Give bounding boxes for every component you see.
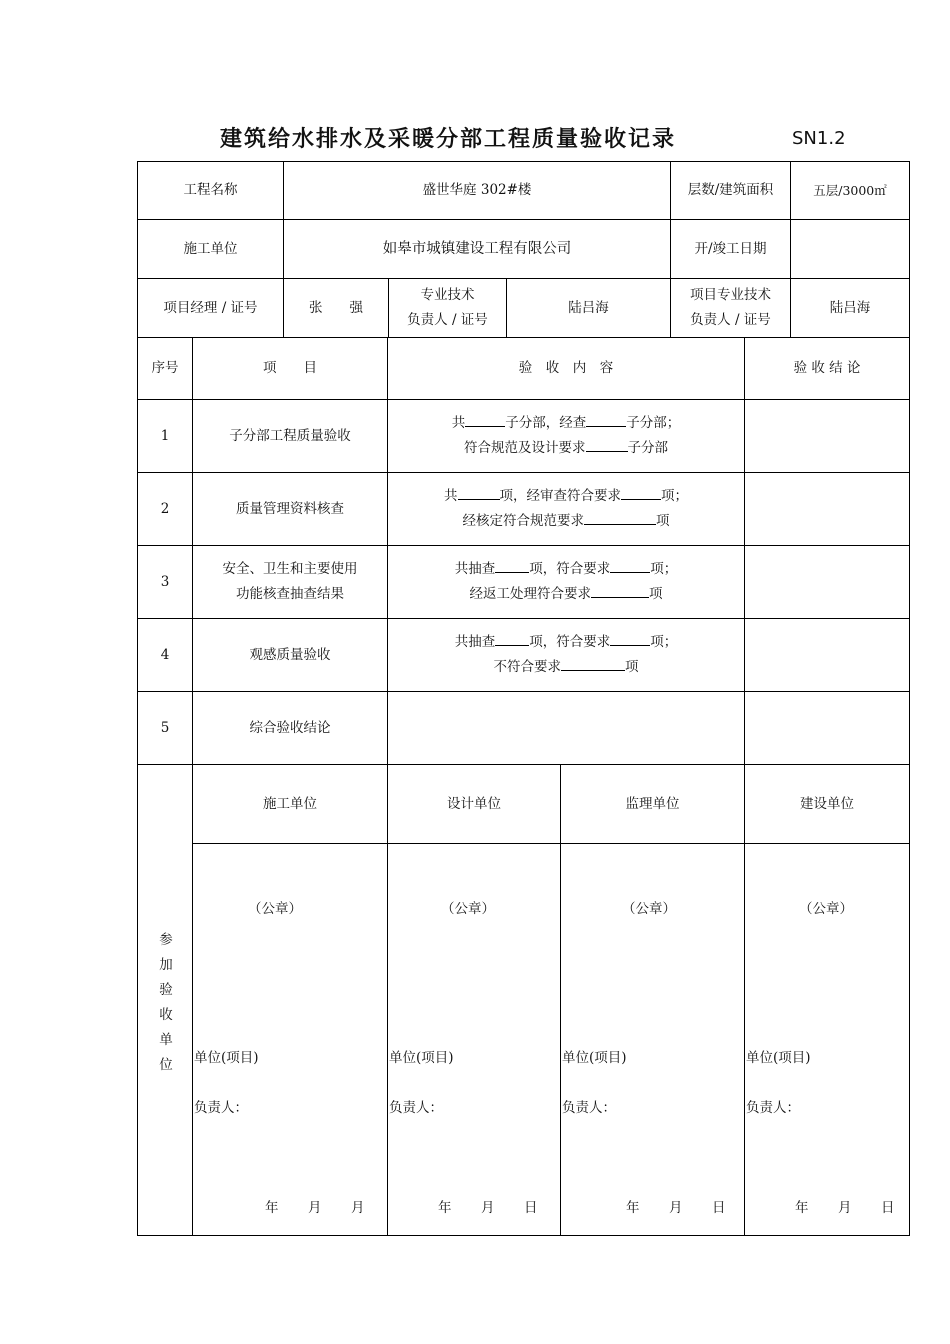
row-1-no: 1 (137, 399, 193, 473)
row-5-content[interactable] (387, 691, 745, 765)
blank-field[interactable] (586, 436, 628, 452)
row-2-item-line1: 质量管理资料核查 (236, 500, 344, 517)
proj-tech-name: 陆吕海 (790, 278, 910, 338)
page-title: 建筑给水排水及采暖分部工程质量验收记录 (220, 126, 677, 152)
blank-field[interactable] (584, 509, 656, 525)
row-5-conclusion[interactable] (744, 691, 910, 765)
row-4-content-line2: 不符合要求 项 (494, 655, 639, 680)
row-1-conclusion[interactable] (744, 399, 910, 473)
date-day: 日 (712, 1200, 726, 1216)
proj-tech-label-line1: 项目专业技术 (690, 287, 771, 303)
person-in-charge-label: 负责人： (746, 1100, 800, 1116)
unit-project-label: 单位(项目) (194, 1050, 259, 1066)
person-in-charge-label: 负责人： (194, 1100, 248, 1116)
contractor-label: 施工单位 (137, 219, 284, 279)
form-code: SN1.2 (792, 128, 846, 149)
row-3-conclusion[interactable] (744, 545, 910, 619)
unit-project-label: 单位(项目) (746, 1050, 811, 1066)
date-year: 年 (265, 1200, 279, 1216)
blank-field[interactable] (610, 630, 650, 646)
blank-field[interactable] (621, 484, 661, 500)
dates-label: 开/竣工日期 (670, 219, 791, 279)
blank-field[interactable] (465, 411, 505, 427)
row-3-content-line2: 经返工处理符合要求 项 (470, 582, 663, 607)
row-2-content-line1: 共 项，经审查符合要求 项； (444, 484, 688, 509)
row-4-item (192, 618, 388, 692)
blank-field[interactable] (610, 557, 650, 573)
blank-field[interactable] (458, 484, 500, 500)
date-day: 日 (881, 1200, 895, 1216)
unit-project-label: 单位(项目) (562, 1050, 627, 1066)
row-3-item-line1: 安全、卫生和主要使用 (222, 561, 358, 577)
row-4-content-line1: 共抽查 项，符合要求 项； (455, 630, 678, 655)
row-5-item: 综合验收结论 (192, 691, 388, 765)
tech-lead-label-line2: 负责人 / 证号 (407, 312, 488, 328)
dates-value (790, 219, 910, 279)
row-5-no: 5 (137, 691, 193, 765)
participating-units-label: 参 加 验 收 单 位 (159, 932, 173, 1073)
date-day: 月 (351, 1200, 365, 1216)
row-2-content-line2: 经核定符合规范要求 项 (463, 509, 670, 534)
date-day: 日 (524, 1200, 538, 1216)
blank-field[interactable] (495, 557, 529, 573)
contractor-value: 如皋市城镇建设工程有限公司 (283, 219, 671, 279)
proj-tech-label (670, 278, 791, 338)
floors-area-label: 层数/建筑面积 (670, 161, 791, 220)
floors-area-value: 五层/3000㎡ (790, 161, 910, 220)
date-month: 月 (308, 1200, 322, 1216)
row-1-content (387, 399, 745, 473)
row-2-content (387, 472, 745, 546)
seal-label: （公章） (799, 901, 853, 917)
row-3-item (192, 545, 388, 619)
blank-field[interactable] (495, 630, 529, 646)
tech-lead-name: 陆吕海 (506, 278, 671, 338)
person-in-charge-label: 负责人： (389, 1100, 443, 1116)
proj-tech-label-line2: 负责人 / 证号 (690, 312, 771, 328)
row-1-item-line1: 子分部工程质量验收 (229, 427, 351, 444)
date-month: 月 (669, 1200, 683, 1216)
row-2-conclusion[interactable] (744, 472, 910, 546)
row-4-content (387, 618, 745, 692)
header-conclusion: 验 收 结 论 (744, 337, 910, 400)
blank-field[interactable] (586, 411, 626, 427)
row-3-no: 3 (137, 545, 193, 619)
row-1-content-line2: 符合规范及设计要求 子分部 (464, 436, 668, 461)
date-year: 年 (795, 1200, 809, 1216)
unit-contractor-header: 施工单位 (192, 764, 388, 844)
row-3-content-line1: 共抽查 项，符合要求 项； (455, 557, 678, 582)
row-3-item-line2: 功能核查抽查结果 (236, 586, 344, 602)
unit-supervision-header: 监理单位 (560, 764, 745, 844)
row-4-no: 4 (137, 618, 193, 692)
row-4-conclusion[interactable] (744, 618, 910, 692)
seal-label: （公章） (248, 901, 302, 917)
unit-design-header: 设计单位 (387, 764, 561, 844)
date-month: 月 (481, 1200, 495, 1216)
row-1-content-line1: 共 子分部，经查 子分部； (452, 411, 681, 436)
date-year: 年 (626, 1200, 640, 1216)
project-name-label: 工程名称 (137, 161, 284, 220)
header-content: 验 收 内 容 (387, 337, 745, 400)
seal-label: （公章） (441, 901, 495, 917)
row-4-item-line1: 观感质量验收 (249, 646, 331, 663)
pm-name: 张 强 (283, 278, 389, 338)
row-2-item (192, 472, 388, 546)
project-name-value: 盛世华庭 302#楼 (283, 161, 671, 220)
unit-project-label: 单位(项目) (389, 1050, 454, 1066)
date-year: 年 (438, 1200, 452, 1216)
blank-field[interactable] (561, 655, 625, 671)
header-item: 项 目 (192, 337, 388, 400)
row-3-content (387, 545, 745, 619)
tech-lead-label (388, 278, 507, 338)
seal-label: （公章） (622, 901, 676, 917)
tech-lead-label-line1: 专业技术 (420, 287, 475, 303)
header-no: 序号 (137, 337, 193, 400)
blank-field[interactable] (591, 582, 649, 598)
row-2-no: 2 (137, 472, 193, 546)
unit-owner-header: 建设单位 (744, 764, 910, 844)
row-1-item (192, 399, 388, 473)
date-month: 月 (838, 1200, 852, 1216)
pm-label: 项目经理 / 证号 (137, 278, 284, 338)
person-in-charge-label: 负责人： (562, 1100, 616, 1116)
